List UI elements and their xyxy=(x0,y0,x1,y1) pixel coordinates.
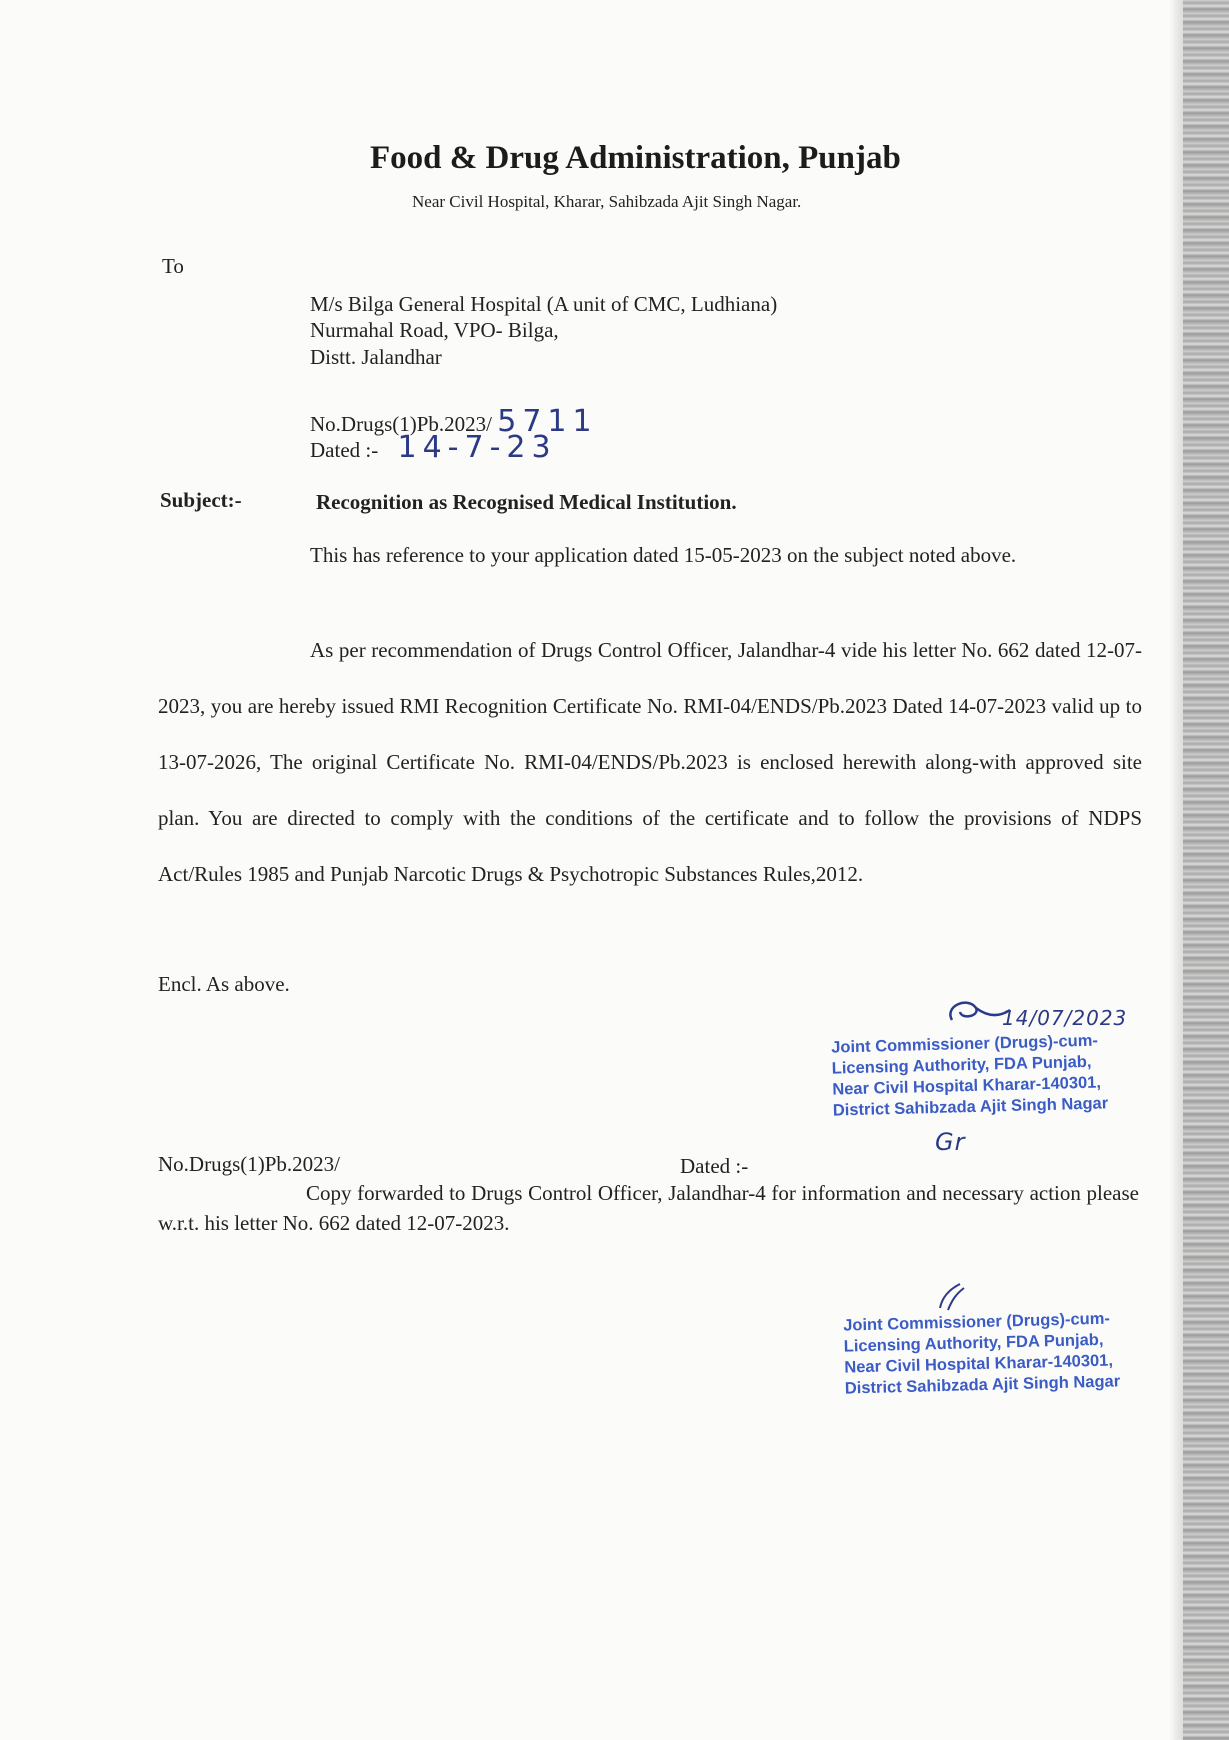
stamp-1-line-4: District Sahibzada Ajit Singh Nagar xyxy=(832,1094,1109,1120)
recipient-line-3: Distt. Jalandhar xyxy=(310,345,442,369)
scan-edge xyxy=(1183,0,1229,1740)
recipient-line-2: Nurmahal Road, VPO- Bilga, xyxy=(310,318,559,342)
stamp-2-line-2: Licensing Authority, FDA Punjab, xyxy=(843,1330,1104,1356)
body-paragraph-2 xyxy=(158,622,1142,902)
copy-reference-number: No.Drugs(1)Pb.2023/ xyxy=(158,1152,340,1176)
letterhead-title: Food & Drug Administration, Punjab xyxy=(370,140,901,176)
reference-number-prefix: No.Drugs(1)Pb.2023/ xyxy=(310,412,492,436)
letterhead-address: Near Civil Hospital, Kharar, Sahibzada Ajit Singh Nagar. xyxy=(412,192,802,211)
scan-edge-shadow xyxy=(1169,0,1183,1740)
stamp-1-line-2: Licensing Authority, FDA Punjab, xyxy=(831,1052,1092,1078)
stamp-2-line-4: District Sahibzada Ajit Singh Nagar xyxy=(844,1372,1121,1398)
official-stamp-2 xyxy=(843,1308,1120,1399)
subject-text: Recognition as Recognised Medical Institution. xyxy=(316,490,737,514)
body-paragraph-1 xyxy=(158,534,1142,576)
copy-paragraph-text: Copy forwarded to Drugs Control Officer, Jalandhar-4 for information and necessary action please w.r.t. his letter No. 662 dated 12-07-2023. xyxy=(158,1181,1139,1235)
recipient-line-1: M/s Bilga General Hospital (A unit of CMC, Ludhiana) xyxy=(310,292,778,316)
official-stamp-1 xyxy=(831,1030,1108,1121)
copy-paragraph xyxy=(158,1178,1139,1238)
stamp-2-line-3: Near Civil Hospital Kharar-140301, xyxy=(844,1351,1114,1377)
stamp-1-line-1: Joint Commissioner (Drugs)-cum- xyxy=(830,1031,1099,1057)
enclosure-note: Encl. As above. xyxy=(158,972,290,996)
subject-label: Subject:- xyxy=(160,488,242,512)
signature-1-date: 14/07/2023 xyxy=(1002,1006,1128,1030)
reference-date xyxy=(310,430,557,465)
stamp-1-initials: Gr xyxy=(935,1128,966,1156)
body-paragraph-1-text: This has reference to your application dated 15-05-2023 on the subject noted above. xyxy=(310,543,1017,567)
reference-date-handwritten: 14-7-23 xyxy=(397,430,557,465)
body-paragraph-2-text: As per recommendation of Drugs Control Officer, Jalandhar-4 vide his letter No. 662 dated 12-07-2023, you are hereby issued RMI Recognition Certificate No. RMI-04/ENDS/Pb.2023 Dated 14-07-2023 valid up to 13-07-2026, The original Certificate No. RMI-04/ENDS/Pb.2023 is enclosed herewith along-with approved site plan. You are directed to comply with the conditions of the certificate and to follow the provisions of NDPS Act/Rules 1985 and Punjab Narcotic Drugs & Psychotropic Substances Rules,2012. xyxy=(158,638,1142,886)
stamp-2-line-1: Joint Commissioner (Drugs)-cum- xyxy=(842,1309,1111,1335)
stamp-1-line-3: Near Civil Hospital Kharar-140301, xyxy=(832,1073,1102,1099)
to-label: To xyxy=(162,254,184,278)
copy-dated-label: Dated :- xyxy=(680,1154,749,1178)
reference-date-label: Dated :- xyxy=(310,438,379,462)
reference-number-handwritten: 5711 xyxy=(497,404,598,439)
